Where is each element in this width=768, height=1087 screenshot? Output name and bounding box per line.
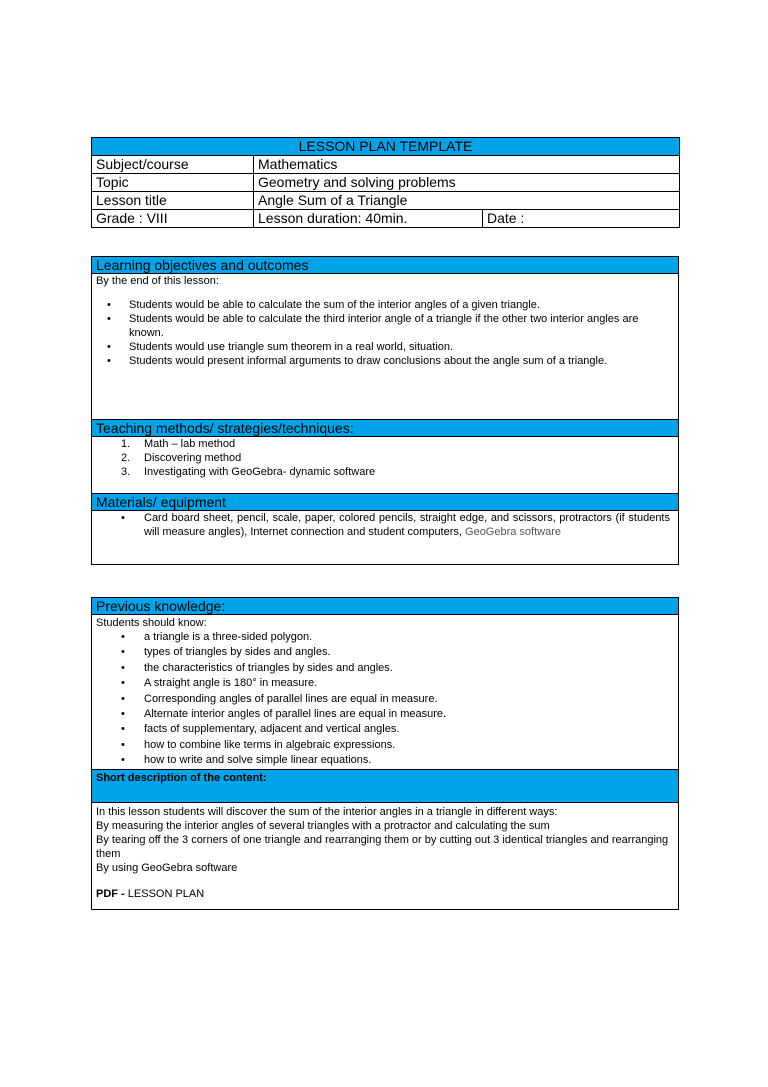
lesson-details-table	[91, 256, 679, 565]
list-item: • A straight angle is 180° in measure.	[96, 676, 674, 691]
topic-label: Topic	[92, 174, 254, 192]
objectives-intro: By the end of this lesson:	[96, 275, 219, 287]
list-item: • Students would use triangle sum theorem in a real world, situation.	[96, 340, 674, 354]
knowledge-list	[96, 630, 674, 769]
list-item: • Card board sheet, pencil, scale, paper, colored pencils, straight edge, and scissors, protractors (if students will measure angles), Internet connection and student computers, GeoGebra software	[96, 511, 670, 539]
methods-list	[96, 437, 674, 479]
materials-section	[92, 511, 679, 565]
list-item: • how to combine like terms in algebraic expressions.	[96, 738, 674, 753]
content-footer: PDF - LESSON PLAN	[96, 887, 205, 900]
list-item: • Alternate interior angles of parallel lines are equal in measure.	[96, 707, 674, 722]
list-item: • Students would present informal arguments to draw conclusions about the angle sum of a triangle.	[96, 354, 674, 368]
list-item: 3. Investigating with GeoGebra- dynamic software	[121, 466, 376, 478]
list-item: • how to write and solve simple linear equations.	[96, 753, 674, 768]
date-cell: Date :	[483, 210, 680, 228]
content-section	[92, 802, 679, 909]
list-item: • types of triangles by sides and angles.	[96, 645, 674, 660]
methods-heading: Teaching methods/ strategies/techniques:	[92, 420, 679, 437]
objectives-list	[96, 298, 674, 368]
objectives-section	[92, 274, 679, 420]
content-line: By measuring the interior angles of several triangles with a protractor and calculating the sum	[96, 819, 550, 832]
lesson-header-table	[91, 137, 680, 228]
list-item: • the characteristics of triangles by sides and angles.	[96, 661, 674, 676]
objectives-heading: Learning objectives and outcomes	[92, 257, 679, 274]
methods-section	[92, 437, 679, 494]
grade-cell: Grade : VIII	[92, 210, 254, 228]
knowledge-intro: Students should know:	[96, 617, 207, 629]
content-line: By tearing off the 3 corners of one triangle and rearranging them or by cutting out 3 identical triangles and rearranging them	[96, 833, 669, 860]
knowledge-content-table	[91, 597, 679, 910]
materials-heading: Materials/ equipment	[92, 494, 679, 511]
knowledge-section	[92, 615, 679, 770]
list-item: • facts of supplementary, adjacent and vertical angles.	[96, 722, 674, 737]
subject-label: Subject/course	[92, 156, 254, 174]
template-title: LESSON PLAN TEMPLATE	[92, 138, 680, 156]
topic-value: Geometry and solving problems	[254, 174, 680, 192]
subject-value: Mathematics	[254, 156, 680, 174]
lesson-title-value: Angle Sum of a Triangle	[254, 192, 680, 210]
content-line: By using GeoGebra software	[96, 861, 238, 874]
duration-cell: Lesson duration: 40min.	[254, 210, 483, 228]
list-item: • a triangle is a three-sided polygon.	[96, 630, 674, 645]
list-item: • Corresponding angles of parallel lines are equal in measure.	[96, 692, 674, 707]
list-item: • Students would be able to calculate the sum of the interior angles of a given triangle.	[96, 298, 674, 312]
lesson-title-label: Lesson title	[92, 192, 254, 210]
list-item: 1. Math – lab method	[121, 438, 236, 450]
content-heading: Short description of the content:	[92, 769, 679, 802]
materials-list	[96, 511, 674, 539]
content-line: In this lesson students will discover the sum of the interior angles in a triangle in different ways:	[96, 805, 558, 818]
knowledge-heading: Previous knowledge:	[92, 598, 679, 615]
list-item: 2. Discovering method	[121, 452, 242, 464]
list-item: • Students would be able to calculate the third interior angle of a triangle if the other two interior angles are known.	[96, 312, 674, 340]
